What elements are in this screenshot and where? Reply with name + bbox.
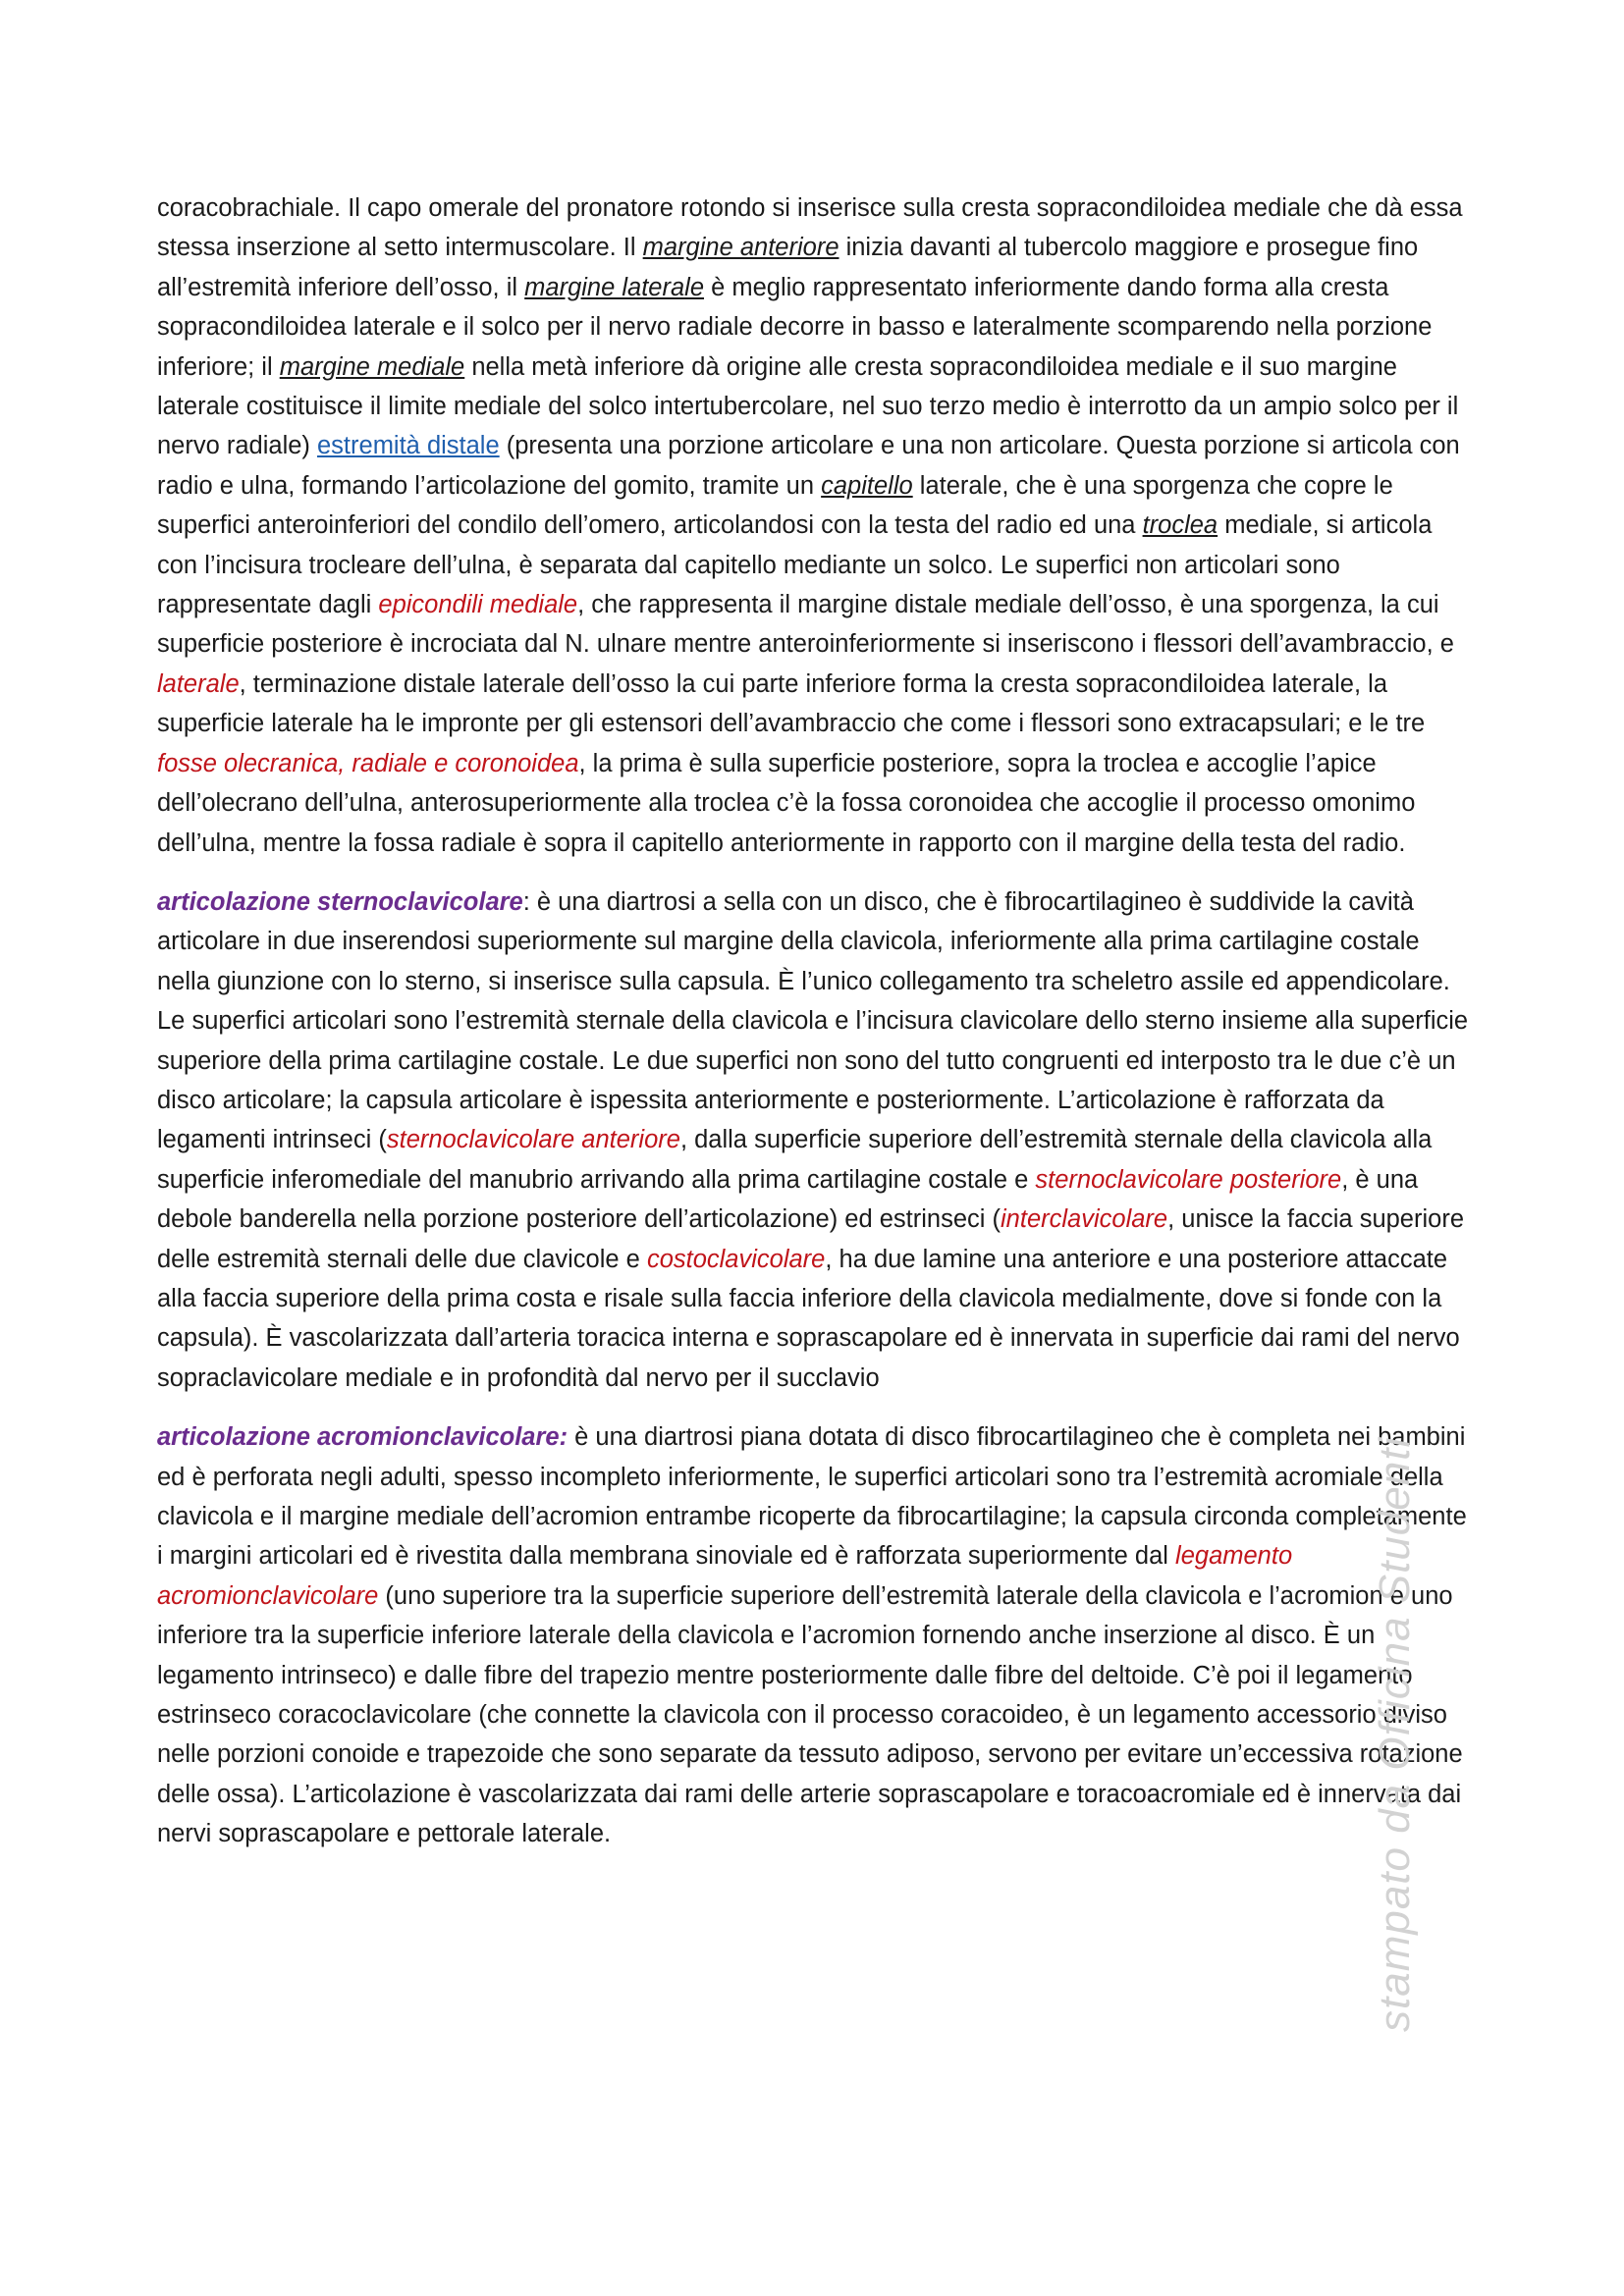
text-run: (uno superiore tra la superficie superiore dell’estremità laterale della clavicola e l’acromion e uno inferiore tra la superficie inferiore laterale della clavicola e l’acromion fornendo anche inserzione al disco. È un legamento intrinseco) e dalle fibre del trapezio mentre posteriormente dalle fibre del deltoide. C’è poi il legamento estrinseco coracoclavicolare (che connette la clavicola con il processo coracoideo, è un legamento accessorio diviso nelle porzioni conoide e trapezoide che sono separate da tessuto adiposo, servono per evitare un’eccessiva rotazione delle ossa). L’articolazione è vascolarizzata dai rami delle arterie soprascapolare e toracoacromiale ed è innervata dai nervi soprascapolare e pettorale laterale.	[157, 1581, 1463, 1848]
paragraph-omero	[157, 188, 1478, 863]
term-legamento-acromionclavicolare: legamento acromionclavicolare	[157, 1542, 1293, 1610]
term-costoclavicolare: costoclavicolare	[646, 1245, 826, 1273]
text-run: è una diartrosi piana dotata di disco fibrocartilagineo che è completa nei bambini ed è perforata negli adulti, spesso incompleto inferiormente, le superfici articolari sono tra l’estremità acromiale della clavicola e il margine mediale dell’acromion entrambe ricoperte da fibrocartilagine; la capsula circonda completamente i margini articolari ed è rivestita dalla membrana sinoviale ed è rafforzata superiormente dal	[157, 1423, 1467, 1571]
text-run: , terminazione distale laterale dell’osso la cui parte inferiore forma la cresta sopracondiloidea laterale, la superficie laterale ha le impronte per gli estensori dell’avambraccio che come i flessori sono extracapsulari; e le tre	[157, 669, 1426, 738]
term-laterale: laterale	[157, 669, 240, 698]
text-run: , che rappresenta il margine distale mediale dell’osso, è una sporgenza, la cui superficie posteriore è incrociata dal N. ulnare mentre anteroinferiormente si inseriscono i flessori dell’avambraccio, e	[157, 591, 1454, 659]
term-sternoclavicolare-anteriore: sternoclavicolare anteriore	[386, 1126, 680, 1154]
term-troclea: troclea	[1142, 511, 1218, 540]
term-margine-anteriore: margine anteriore	[642, 234, 839, 262]
paragraph-sternoclavicolare	[157, 882, 1478, 1398]
watermark: stampato da Officina Studenti	[1371, 1436, 1419, 2032]
term-sternoclavicolare-posteriore: sternoclavicolare posteriore	[1035, 1165, 1342, 1194]
text-run: laterale, che è una sporgenza che copre le superfici anteroinferiori del condilo dell’omero, articolandosi con la testa del radio ed una	[157, 471, 1393, 540]
text-run: , ha due lamine una anteriore e una posteriore attaccate alla faccia superiore della prima costa e risale sulla faccia inferiore della clavicola medialmente, dove si fonde con la capsula). È vascolarizzata dall’arteria toracica interna e soprascapolare ed è innervata in superficie dai rami del nervo sopraclavicolare mediale e in profondità dal nervo per il succlavio	[157, 1245, 1460, 1392]
document-body	[157, 188, 1478, 1874]
term-interclavicolare: interclavicolare	[1001, 1205, 1168, 1234]
term-fosse: fosse olecranica, radiale e coronoidea	[157, 749, 579, 777]
term-capitello: capitello	[821, 471, 913, 500]
term-margine-laterale: margine laterale	[524, 273, 705, 301]
link-estremita-distale[interactable]: estremità distale	[317, 432, 500, 460]
term-epicondili-mediale: epicondili mediale	[378, 591, 578, 619]
paragraph-acromionclavicolare	[157, 1417, 1478, 1853]
text-run: , la prima è sulla superficie posteriore, sopra la troclea e accoglie l’apice dell’olecrano dell’ulna, anterosuperiormente alla troclea c’è la fossa coronoidea che accoglie il processo omonimo dell’ulna, mentre la fossa radiale è sopra il capitello anteriormente in rapporto con il margine della testa del radio.	[157, 749, 1416, 857]
term-margine-mediale: margine mediale	[279, 352, 465, 381]
text-run: coracobrachiale. Il capo omerale del pronatore rotondo si inserisce sulla cresta sopracondiloidea mediale che dà essa stessa inserzione al setto intermuscolare. Il	[157, 194, 1463, 262]
text-run: , dalla superficie superiore dell’estremità sternale della clavicola alla superficie inferomediale del manubrio arrivando alla prima cartilagine costale e	[157, 1126, 1433, 1194]
section-heading-sternoclavicolare: articolazione sternoclavicolare	[157, 887, 523, 916]
text-run: , unisce la faccia superiore delle estremità sternali delle due clavicole e	[157, 1205, 1464, 1273]
text-run: è meglio rappresentato inferiormente dando forma alla cresta sopracondiloidea laterale e il solco per il nervo radiale decorre in basso e lateralmente scomparendo nella porzione inferiore; il	[157, 273, 1433, 381]
text-run: : è una diartrosi a sella con un disco, che è fibrocartilagineo è suddivide la cavità articolare in due inserendosi superiormente sul margine della clavicola, inferiormente alla prima cartilagine costale nella giunzione con lo sterno, si inserisce sulla capsula. È l’unico collegamento tra scheletro assile ed appendicolare. Le superfici articolari sono l’estremità sternale della clavicola e l’incisura clavicolare dello sterno insieme alla superficie superiore della prima cartilagine costale. Le due superfici non sono del tutto congruenti ed interposto tra le due c’è un disco articolare; la capsula articolare è ispessita anteriormente e posteriormente. L’articolazione è rafforzata da legamenti intrinseci (	[157, 887, 1469, 1154]
text-run: (presenta una porzione articolare e una non articolare. Questa porzione si articola con radio e ulna, formando l’articolazione del gomito, tramite un	[157, 432, 1460, 500]
text-run: , è una debole banderella nella porzione posteriore dell’articolazione) ed estrinseci (	[157, 1165, 1419, 1234]
section-heading-acromionclavicolare: articolazione acromionclavicolare:	[157, 1423, 568, 1452]
text-run: nella metà inferiore dà origine alle cresta sopracondiloidea mediale e il suo margine laterale costituisce il limite mediale del solco intertubercolare, nel suo terzo medio è interrotto da un ampio solco per il nervo radiale)	[157, 352, 1459, 460]
text-run: mediale, si articola con l’incisura trocleare dell’ulna, è separata dal capitello mediante un solco. Le superfici non articolari sono rappresentate dagli	[157, 511, 1433, 619]
text-run: inizia davanti al tubercolo maggiore e prosegue fino all’estremità inferiore dell’osso, il	[157, 234, 1419, 301]
